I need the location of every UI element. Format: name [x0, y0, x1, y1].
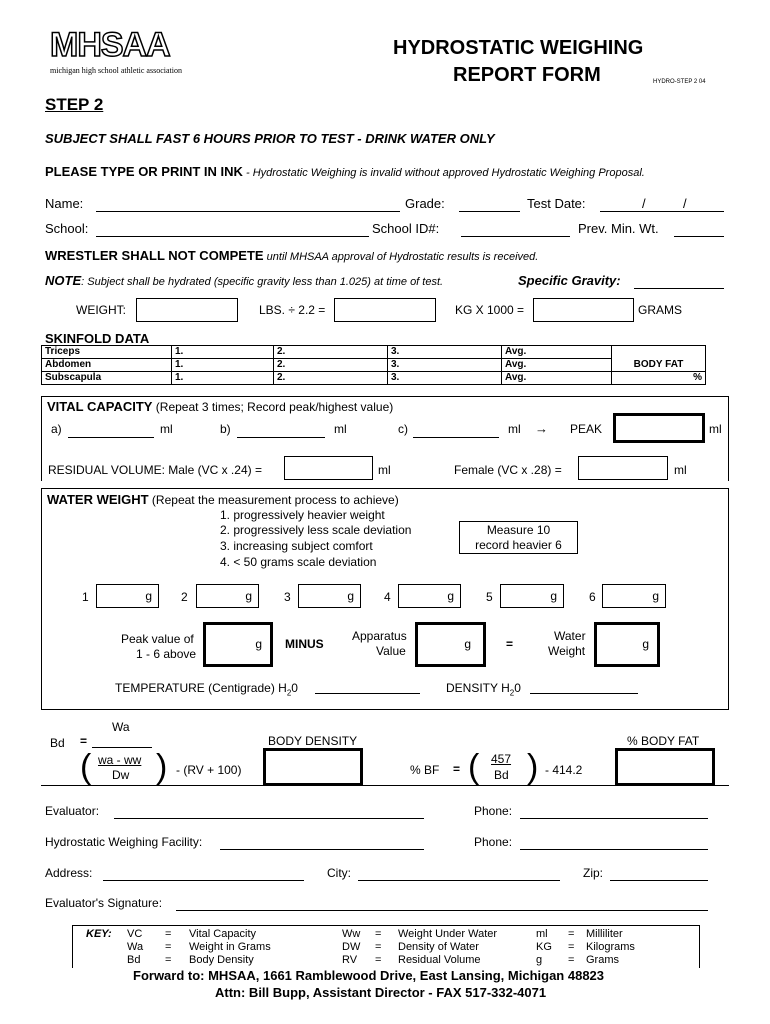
key-def: Grams	[586, 954, 619, 966]
mhsaa-logo	[50, 26, 200, 78]
left-paren: (	[80, 748, 92, 786]
bd-equals: =	[80, 734, 88, 748]
water-weight-title: WATER WEIGHT	[47, 492, 149, 507]
pct-bf-label: % BF	[410, 763, 440, 777]
evaluator-label: Evaluator:	[45, 804, 100, 818]
skinfold-avg[interactable]: Avg.	[502, 346, 612, 359]
skinfold-row-abdomen	[42, 359, 706, 372]
date-slash-2: /	[683, 196, 687, 211]
pct-bf-equals: =	[453, 762, 461, 776]
grade-field[interactable]	[459, 211, 520, 212]
apparatus-value-box[interactable]	[415, 622, 486, 667]
school-field[interactable]	[96, 236, 369, 237]
water-item-3: 3. increasing subject comfort	[220, 539, 373, 553]
weight-label: WEIGHT:	[76, 303, 126, 317]
specific-gravity-field[interactable]	[634, 288, 724, 289]
skinfold-avg[interactable]: Avg.	[502, 359, 612, 372]
phone-field-2[interactable]	[520, 849, 708, 850]
address-field[interactable]	[103, 880, 304, 881]
evaluator-field[interactable]	[114, 818, 424, 819]
skinfold-site: Triceps	[42, 346, 172, 359]
arrow-icon: →	[535, 421, 548, 436]
city-label: City:	[327, 866, 351, 880]
prev-min-wt-field[interactable]	[674, 236, 724, 237]
gram-unit: g	[145, 589, 152, 603]
skinfold-cell[interactable]: 1.	[172, 372, 274, 385]
phone-label-1: Phone:	[474, 804, 513, 818]
minus-414-label: - 414.2	[545, 763, 583, 777]
form-title-line2: REPORT FORM	[453, 64, 601, 86]
key-abbr: Wa	[127, 941, 144, 953]
peak-value-label-1: Peak value of	[121, 632, 194, 646]
phone-label-2: Phone:	[474, 835, 513, 849]
school-id-field[interactable]	[461, 236, 570, 237]
residual-male-label: RESIDUAL VOLUME: Male (VC x .24) =	[48, 463, 262, 477]
compete-notice-bold: WRESTLER SHALL NOT COMPETE	[45, 248, 264, 263]
key-eq: =	[165, 928, 172, 940]
skinfold-row-subscapula	[42, 372, 706, 385]
skinfold-cell[interactable]: 3.	[388, 346, 502, 359]
vc-c-label: c)	[398, 422, 408, 436]
note-bold: NOTE	[45, 273, 82, 288]
measure-note-box	[459, 521, 578, 554]
vc-c-field[interactable]	[413, 437, 499, 438]
prev-min-wt-label: Prev. Min. Wt.	[578, 221, 659, 236]
temperature-label	[115, 681, 298, 697]
skinfold-avg[interactable]: Avg.	[502, 372, 612, 385]
vital-capacity-heading	[47, 399, 393, 414]
key-def: Milliliter	[586, 928, 623, 940]
key-def: Kilograms	[586, 941, 635, 953]
residual-female-label: Female (VC x .28) =	[454, 463, 562, 477]
h2o-o: 0	[514, 681, 521, 695]
wa-label: Wa	[112, 720, 130, 734]
name-label: Name:	[45, 196, 84, 211]
weight-grams-box[interactable]	[533, 298, 634, 322]
left-paren-2: (	[468, 748, 480, 786]
weight-lbs-box[interactable]	[136, 298, 238, 322]
measurement-number-5: 5	[486, 590, 493, 604]
temperature-field[interactable]	[315, 693, 420, 694]
water-weight-box[interactable]	[594, 622, 660, 667]
gram-unit: g	[447, 589, 454, 603]
print-notice	[45, 164, 645, 179]
vc-b-unit: ml	[334, 422, 347, 436]
key-abbr: RV	[342, 954, 358, 966]
water-weight-label-2: Weight	[548, 644, 586, 658]
key-def: Residual Volume	[398, 954, 481, 966]
peak-value-label-2: 1 - 6 above	[136, 647, 197, 661]
key-def: Vital Capacity	[189, 928, 257, 940]
gram-unit: g	[550, 589, 557, 603]
peak-value-box[interactable]	[203, 622, 273, 667]
measure-note-line2: record heavier 6	[475, 538, 562, 552]
pct-body-fat-box[interactable]	[615, 748, 715, 786]
residual-female-unit: ml	[674, 463, 687, 477]
vc-b-field[interactable]	[237, 437, 325, 438]
key-abbr: VC	[127, 928, 143, 940]
logo-subtitle: michigan high school athletic association	[50, 66, 182, 75]
peak-label: PEAK	[570, 422, 603, 436]
skinfold-cell[interactable]: 1.	[172, 346, 274, 359]
skinfold-title: SKINFOLD DATA	[45, 331, 150, 346]
gram-unit: g	[245, 589, 252, 603]
key-def: Body Density	[189, 954, 254, 966]
residual-female-box[interactable]	[578, 456, 668, 480]
key-eq: =	[568, 941, 575, 953]
zip-label: Zip:	[583, 866, 604, 880]
test-date-label: Test Date:	[527, 196, 586, 211]
pct-body-fat-label: % BODY FAT	[627, 734, 700, 748]
measurement-box-1[interactable]	[96, 584, 159, 608]
skinfold-cell[interactable]: 2.	[274, 346, 388, 359]
skinfold-row-triceps	[42, 346, 706, 359]
signature-label: Evaluator's Signature:	[45, 896, 163, 910]
note-text: : Subject shall be hydrated (specific gravity less than 1.025) at time of test.	[81, 276, 444, 288]
form-code: HYDRO-STEP 2 04	[653, 79, 706, 85]
form-title-line1: HYDROSTATIC WEIGHING	[393, 37, 644, 59]
key-eq: =	[165, 954, 172, 966]
key-eq: =	[568, 954, 575, 966]
measurement-number-3: 3	[284, 590, 291, 604]
kg-label: KG X 1000 =	[455, 303, 525, 317]
measurement-box-2[interactable]	[196, 584, 259, 608]
skinfold-cell[interactable]: 2.	[274, 359, 388, 372]
weight-kg-box[interactable]	[334, 298, 436, 322]
h2o-o: 0	[291, 681, 298, 695]
gram-unit: g	[652, 589, 659, 603]
key-eq: =	[165, 941, 172, 953]
vc-a-field[interactable]	[68, 437, 154, 438]
apparatus-label-2: Value	[376, 644, 406, 658]
skinfold-table	[41, 345, 706, 385]
water-item-4: 4. < 50 grams scale deviation	[220, 555, 377, 569]
apparatus-label-1: Apparatus	[352, 629, 407, 643]
body-density-box[interactable]	[263, 748, 363, 786]
minus-rv-label: - (RV + 100)	[176, 763, 242, 777]
measure-note-line1: Measure 10	[486, 523, 551, 537]
vital-capacity-sub: (Repeat 3 times; Record peak/highest value)	[152, 400, 394, 414]
school-id-label: School ID#:	[372, 221, 440, 236]
body-density-label: BODY DENSITY	[268, 734, 358, 748]
water-item-1: 1. progressively heavier weight	[220, 508, 385, 522]
fraction-denominator: Dw	[112, 768, 130, 782]
body-fat-pct[interactable]: %	[612, 372, 706, 385]
address-label: Address:	[45, 866, 93, 880]
fraction-numerator: wa - ww	[98, 753, 142, 767]
skinfold-cell[interactable]: 3.	[388, 372, 502, 385]
grams-label: GRAMS	[638, 303, 683, 317]
measurement-box-3[interactable]	[298, 584, 361, 608]
specific-gravity-label: Specific Gravity:	[518, 273, 621, 288]
measurement-number-2: 2	[181, 590, 188, 604]
minus-label: MINUS	[285, 637, 324, 651]
test-date-field[interactable]	[600, 211, 724, 212]
gram-unit: g	[642, 637, 649, 651]
key-label: KEY:	[86, 928, 112, 940]
h2o-subscript: 2	[509, 688, 515, 698]
vc-b-label: b)	[220, 422, 231, 436]
vc-a-unit: ml	[160, 422, 173, 436]
step-heading: STEP 2	[45, 95, 104, 114]
key-abbr: Ww	[342, 928, 361, 940]
right-paren-2: )	[527, 748, 539, 786]
gram-unit: g	[255, 637, 262, 651]
peak-box[interactable]	[613, 413, 705, 443]
name-field[interactable]	[96, 211, 400, 212]
n457-label: 457	[491, 752, 512, 766]
key-def: Density of Water	[398, 941, 479, 953]
key-eq: =	[375, 941, 382, 953]
skinfold-cell[interactable]: 3.	[388, 359, 502, 372]
equals-label: =	[506, 637, 514, 651]
phone-field-1[interactable]	[520, 818, 708, 819]
gram-unit: g	[347, 589, 354, 603]
residual-male-box[interactable]	[284, 456, 373, 480]
density-label	[446, 681, 521, 697]
measurement-number-4: 4	[384, 590, 391, 604]
measurement-number-6: 6	[589, 590, 596, 604]
key-abbr: Bd	[127, 954, 141, 966]
vc-a-label: a)	[51, 422, 62, 436]
key-abbr: ml	[536, 928, 548, 940]
print-notice-bold: PLEASE TYPE OR PRINT IN INK	[45, 164, 243, 179]
gram-unit: g	[464, 637, 471, 651]
water-item-2: 2. progressively less scale deviation	[220, 523, 412, 537]
measurement-box-5[interactable]	[500, 584, 564, 608]
key-eq: =	[568, 928, 575, 940]
key-eq: =	[375, 954, 382, 966]
signature-field[interactable]	[176, 910, 708, 911]
key-abbr: KG	[536, 941, 552, 953]
skinfold-site: Abdomen	[42, 359, 172, 372]
key-def: Weight in Grams	[189, 941, 271, 953]
vc-c-unit: ml	[508, 422, 521, 436]
water-weight-sub: (Repeat the measurement process to achieve)	[148, 493, 399, 507]
note-line	[45, 273, 443, 288]
date-slash-1: /	[642, 196, 646, 211]
vital-capacity-title: VITAL CAPACITY	[47, 399, 153, 414]
logo-text: MHSAA	[50, 26, 170, 64]
forward-line1: Forward to: MHSAA, 1661 Ramblewood Drive, East Lansing, Michigan 48823	[133, 968, 605, 983]
right-paren: )	[156, 748, 168, 786]
measurement-number-1: 1	[82, 590, 89, 604]
city-field[interactable]	[358, 880, 560, 881]
measurement-box-4[interactable]	[398, 584, 461, 608]
body-fat-header: BODY FAT	[612, 346, 706, 372]
print-notice-italic: - Hydrostatic Weighing is invalid without approved Hydrostatic Weighing Proposal.	[242, 167, 645, 179]
zip-field[interactable]	[610, 880, 708, 881]
grade-label: Grade:	[405, 196, 445, 211]
fast-notice: SUBJECT SHALL FAST 6 HOURS PRIOR TO TEST - DRINK WATER ONLY	[45, 131, 495, 146]
key-abbr: DW	[342, 941, 361, 953]
forward-line2: Attn: Bill Bupp, Assistant Director - FAX 517-332-4071	[215, 985, 547, 1000]
h2o-subscript: 2	[286, 688, 292, 698]
key-eq: =	[375, 928, 382, 940]
skinfold-cell[interactable]: 2.	[274, 372, 388, 385]
density-text: DENSITY H	[446, 681, 510, 695]
wa-fraction-line	[92, 747, 152, 748]
density-field[interactable]	[530, 693, 638, 694]
compete-notice	[45, 248, 538, 263]
compete-notice-italic: until MHSAA approval of Hydrostatic results is received.	[263, 251, 539, 263]
water-weight-heading	[47, 492, 399, 507]
key-def: Weight Under Water	[398, 928, 498, 940]
lbs-label: LBS. ÷ 2.2 =	[259, 303, 326, 317]
facility-field[interactable]	[220, 849, 424, 850]
peak-unit: ml	[709, 422, 722, 436]
water-weight-label-1: Water	[554, 629, 586, 643]
skinfold-cell[interactable]: 1.	[172, 359, 274, 372]
temperature-text: TEMPERATURE (Centigrade) H	[115, 681, 287, 695]
facility-label: Hydrostatic Weighing Facility:	[45, 835, 203, 849]
measurement-box-6[interactable]	[602, 584, 666, 608]
residual-male-unit: ml	[378, 463, 391, 477]
skinfold-site: Subscapula	[42, 372, 172, 385]
key-abbr: g	[536, 954, 543, 966]
bd-label: Bd	[50, 736, 65, 750]
school-label: School:	[45, 221, 89, 236]
bd-denominator: Bd	[494, 768, 509, 782]
